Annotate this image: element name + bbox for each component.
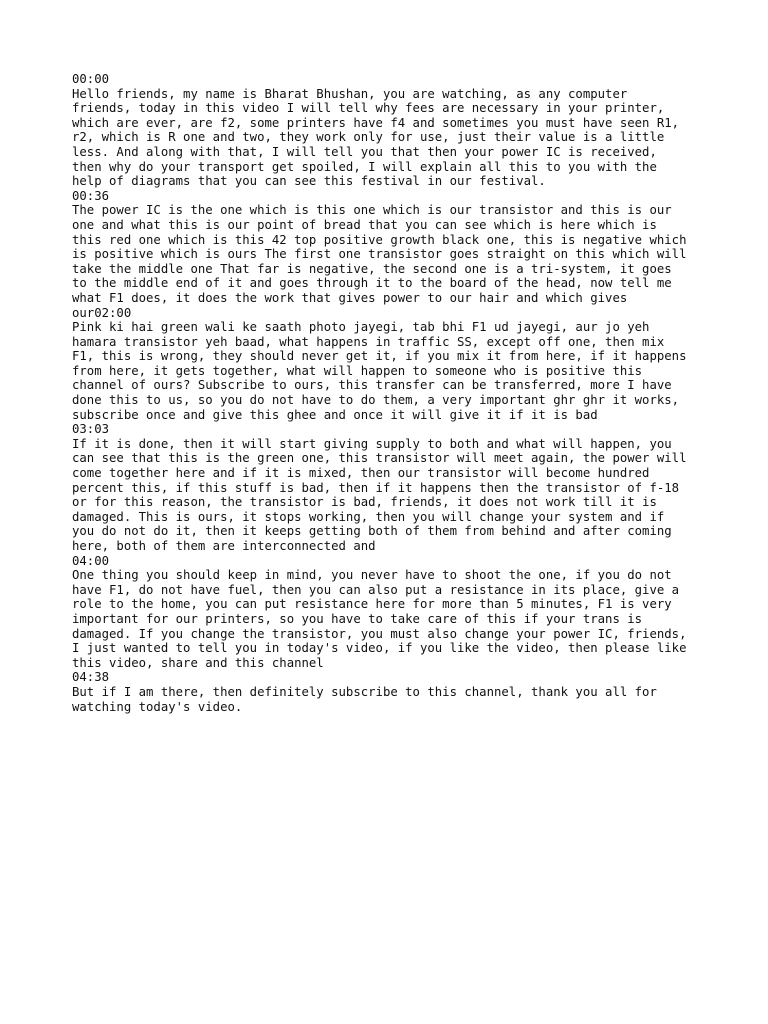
- transcript-page: [72, 72, 712, 714]
- transcript-line: can see that this is the green one, this transistor will meet again, the power will: [72, 451, 687, 466]
- timestamp: 04:00: [72, 553, 110, 568]
- transcript-line: to the middle end of it and goes through it to the board of the head, now tell me: [72, 276, 672, 291]
- transcript-line: or for this reason, the transistor is bad, friends, it does not work till it is: [72, 495, 657, 510]
- timestamp: 04:38: [72, 670, 110, 685]
- transcript-line: this red one which is this 42 top positive growth black one, this is negative which: [72, 232, 687, 247]
- transcript-line: from here, it gets together, what will happen to someone who is positive this: [72, 363, 643, 378]
- transcript-line: The power IC is the one which is this one which is our transistor and this is our: [72, 203, 672, 218]
- timestamp: 00:00: [72, 72, 110, 86]
- transcript-line: you do not do it, then it keeps getting both of them from behind and after coming: [72, 524, 672, 539]
- transcript-line: our02:00: [72, 305, 132, 320]
- transcript-line: subscribe once and give this ghee and once it will give it if it is bad: [72, 407, 598, 422]
- transcript-line: friends, today in this video I will tell why fees are necessary in your printer,: [72, 101, 665, 116]
- transcript-line: damaged. This is ours, it stops working, then you will change your system and if: [72, 509, 665, 524]
- transcript-line: Hello friends, my name is Bharat Bhushan, you are watching, as any computer: [72, 86, 628, 101]
- transcript-line: Pink ki hai green wali ke saath photo jayegi, tab bhi F1 ud jayegi, aur jo yeh: [72, 320, 650, 335]
- transcript-line: hamara transistor yeh baad, what happens in traffic SS, except off one, then mix: [72, 334, 665, 349]
- transcript-line: F1, this is wrong, they should never get it, if you mix it from here, if it happens: [72, 349, 687, 364]
- transcript-line: take the middle one That far is negative, the second one is a tri-system, it goes: [72, 261, 672, 276]
- transcript-line: channel of ours? Subscribe to ours, this transfer can be transferred, more I have: [72, 378, 672, 393]
- transcript-line: which are ever, are f2, some printers have f4 and sometimes you must have seen R1,: [72, 115, 680, 130]
- transcript-line: what F1 does, it does the work that gives power to our hair and which gives: [72, 290, 628, 305]
- transcript-line: then why do your transport get spoiled, I will explain all this to you with the: [72, 159, 657, 174]
- transcript-line: have F1, do not have fuel, then you can also put a resistance in its place, give a: [72, 582, 680, 597]
- timestamp: 00:36: [72, 188, 110, 203]
- transcript-line: less. And along with that, I will tell you that then your power IC is received,: [72, 144, 657, 159]
- timestamp: 03:03: [72, 422, 110, 437]
- transcript-line: r2, which is R one and two, they work only for use, just their value is a little: [72, 130, 665, 145]
- transcript-line: come together here and if it is mixed, then our transistor will become hundred: [72, 466, 650, 481]
- transcript-line: If it is done, then it will start giving supply to both and what will happen, you: [72, 436, 672, 451]
- transcript-line: one and what this is our point of bread that you can see which is here which is: [72, 217, 657, 232]
- transcript-line: role to the home, you can put resistance here for more than 5 minutes, F1 is very: [72, 597, 672, 612]
- transcript-line: important for our printers, so you have to take care of this if your trans is: [72, 611, 643, 626]
- transcript-line: here, both of them are interconnected and: [72, 539, 376, 553]
- transcript-line: is positive which is ours The first one transistor goes straight on this which will: [72, 247, 687, 262]
- transcript-line: But if I am there, then definitely subscribe to this channel, thank you all for: [72, 684, 657, 699]
- transcript-line: this video, share and this channel: [72, 655, 324, 670]
- transcript-line: watching today's video.: [72, 699, 243, 714]
- transcript-line: damaged. If you change the transistor, you must also change your power IC, friends,: [72, 626, 687, 641]
- transcript-line: done this to us, so you do not have to do them, a very important ghr ghr it works,: [72, 393, 680, 408]
- transcript-line: percent this, if this stuff is bad, then if it happens then the transistor of f-18: [72, 480, 680, 495]
- transcript-line: help of diagrams that you can see this festival in our festival.: [72, 174, 546, 189]
- transcript-line: I just wanted to tell you in today's video, if you like the video, then please like: [72, 641, 687, 656]
- transcript-line: One thing you should keep in mind, you never have to shoot the one, if you do not: [72, 568, 672, 583]
